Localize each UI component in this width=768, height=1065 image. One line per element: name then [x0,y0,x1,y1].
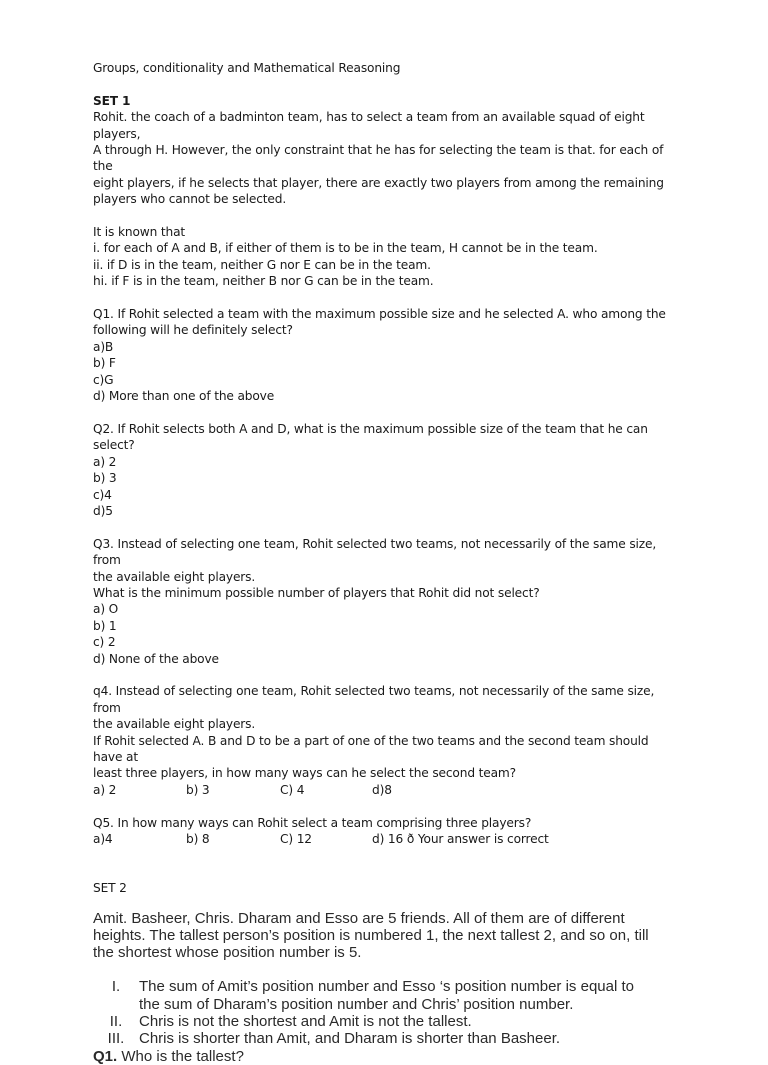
answer-option: a)4 [93,831,113,846]
set2-question-q1 [93,1048,678,1065]
question-text: Q3. Instead of selecting one team, Rohit selected two teams, not necessarily of the same size, from [93,536,657,568]
answer-option: a) 2 [93,782,117,797]
answer-option: b) 3 [186,782,210,797]
list-item [93,1030,678,1047]
question-q1 [93,306,678,404]
answer-options-row [93,782,678,798]
list-item [93,978,678,1013]
answer-option: a) O [93,602,119,617]
answer-option: d)5 [93,503,113,518]
question-label: Q1. [93,1047,118,1065]
list-item-text: Chris is not the shortest and Amit is not the tallest. [139,1013,472,1031]
answer-option: b) 1 [93,618,117,633]
answer-option: C) 4 [280,782,305,797]
answer-option: d)8 [372,782,392,797]
answer-option: d) 16 ð Your answer is correct [372,831,549,846]
question-q3 [93,536,678,667]
constraint-line: ii. if D is in the team, neither G nor E can be in the team. [93,257,431,272]
answer-option: a)B [93,339,114,354]
set1-section [93,60,678,897]
list-item-number: II. [109,1013,123,1031]
question-q4 [93,683,678,798]
set2-conditions-list [93,978,678,1047]
answer-option: b) 3 [93,471,117,486]
answer-option: b) 8 [186,831,210,846]
question-text: If Rohit selected A. B and D to be a part of one of the two teams and the second team should have at [93,733,649,764]
answer-option: b) F [93,356,116,371]
question-text: q4. Instead of selecting one team, Rohit selected two teams, not necessarily of the same size, from [93,684,655,715]
answer-option: d) None of the above [93,651,219,666]
answer-option: c)4 [93,487,112,502]
answer-option: a) 2 [93,454,117,469]
set2-intro-line: the shortest whose position number is 5. [93,944,362,962]
question-text: Q5. In how many ways can Rohit select a team comprising three players? [93,815,532,830]
answer-options-row [93,831,678,847]
question-text: Who is the tallest? [117,1047,244,1065]
set2-intro-line: heights. The tallest person’s position is numbered 1, the next tallest 2, and so on, till [93,926,649,944]
known-heading: It is known that [93,225,186,240]
list-item-number: III. [107,1030,125,1048]
list-item-text: the sum of Dharam’s position number and Chris’ position number. [139,995,574,1013]
question-text: What is the minimum possible number of players that Rohit did not select? [93,585,540,600]
answer-option: C) 12 [280,831,312,846]
set1-intro-line: players who cannot be selected. [93,192,287,207]
question-text: Q1. If Rohit selected a team with the maximum possible size and he selected A. who among the [93,307,666,322]
set2-heading: SET 2 [93,881,127,896]
set1-intro-line: A through H. However, the only constraint that he has for selecting the team is that. for each of the [93,143,664,174]
question-text: the available eight players. [93,569,256,584]
list-item-text: Chris is shorter than Amit, and Dharam is shorter than Basheer. [139,1030,561,1048]
constraint-line: i. for each of A and B, if either of them is to be in the team, H cannot be in the team. [93,241,598,256]
question-text: following will he definitely select? [93,323,293,338]
answer-option: c) 2 [93,635,116,650]
document-title: Groups, conditionality and Mathematical Reasoning [93,61,401,75]
list-item-text: The sum of Amit’s position number and Esso ‘s position number is equal to [139,978,634,996]
list-item-number: I. [111,978,121,996]
set1-intro-line: eight players, if he selects that player, there are exactly two players from among the remaining [93,175,664,190]
list-item [93,1013,678,1030]
question-text: Q2. If Rohit selects both A and D, what is the maximum possible size of the team that he can select? [93,421,648,453]
set2-intro-line: Amit. Basheer, Chris. Dharam and Esso are 5 friends. All of them are of different [93,909,625,927]
question-text: least three players, in how many ways can he select the second team? [93,766,516,781]
set2-section [93,910,678,1065]
answer-option: d) More than one of the above [93,389,275,404]
constraint-line: hi. if F is in the team, neither B nor G can be in the team. [93,274,434,289]
question-q5 [93,815,678,848]
set1-intro-line: Rohit. the coach of a badminton team, has to select a team from an available squad of eight players, [93,110,645,141]
set1-heading: SET 1 [93,93,131,108]
question-q2 [93,421,678,519]
answer-option: c)G [93,372,114,387]
question-text: the available eight players. [93,717,256,732]
